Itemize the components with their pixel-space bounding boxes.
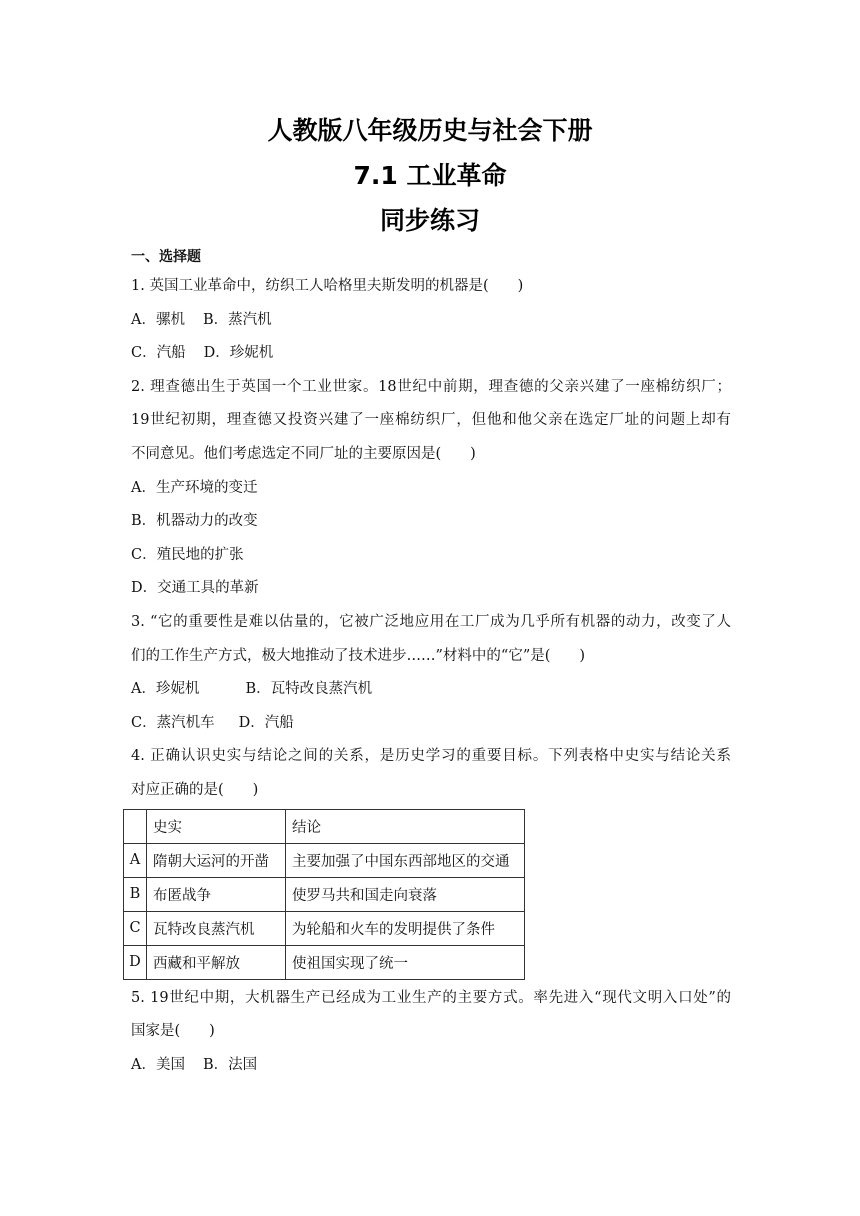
question-2-option-a: A．生产环境的变迁 bbox=[131, 479, 258, 496]
question-2-stem-line-2: 19世纪初期，理查德又投资兴建了一座棉纺织厂，但他和他父亲在选定厂址的问题上却有 bbox=[131, 412, 731, 429]
table-cell-fact: 隋朝大运河的开凿 bbox=[147, 843, 286, 877]
question-3-option-b: B．瓦特改良蒸汽机 bbox=[245, 681, 373, 698]
table-header-cell: 结论 bbox=[286, 809, 525, 843]
section-header: 一、选择题 bbox=[131, 249, 201, 265]
question-1-option-c: C．汽船 bbox=[131, 345, 186, 362]
table-row bbox=[124, 843, 525, 877]
lesson-title: 7.1 工业革命 bbox=[353, 161, 507, 190]
question-1-stem: 1. 英国工业革命中，纺织工人哈格里夫斯发明的机器是( ) bbox=[131, 278, 524, 294]
table-cell-option: D bbox=[124, 945, 147, 979]
question-1-options-row-2 bbox=[131, 337, 731, 371]
table-cell-fact: 西藏和平解放 bbox=[147, 945, 286, 979]
table-cell-conclusion: 为轮船和火车的发明提供了条件 bbox=[286, 911, 525, 945]
question-3-options-row-1 bbox=[131, 673, 731, 707]
question-1-option-a: A．骡机 bbox=[131, 311, 185, 328]
question-2-option-c: C．殖民地的扩张 bbox=[131, 546, 244, 563]
question-1-options-row-1 bbox=[131, 304, 731, 338]
question-5-option-a: A．美国 bbox=[131, 1056, 185, 1073]
question-3-options-row-2 bbox=[131, 707, 731, 741]
question-2-stem-line-3: 不同意见。他们考虑选定不同厂址的主要原因是( ) bbox=[131, 445, 476, 462]
question-1-option-b: B．蒸汽机 bbox=[202, 311, 272, 328]
question-3-stem-line-1: 3. “它的重要性是难以估量的，它被广泛地应用在工厂成为几乎所有机器的动力，改变了人 bbox=[131, 613, 731, 630]
question-3-option-c: C．蒸汽机车 bbox=[131, 714, 215, 731]
question-2-option-b: B．机器动力的改变 bbox=[131, 513, 258, 530]
question-3-option-a: A．珍妮机 bbox=[131, 681, 200, 698]
question-5-option-b: B．法国 bbox=[202, 1056, 258, 1073]
table-header-row bbox=[124, 809, 525, 843]
table-cell-conclusion: 使罗马共和国走向衰落 bbox=[286, 877, 525, 911]
question-5-stem-line-2: 国家是( ) bbox=[131, 1023, 215, 1040]
table-row bbox=[124, 911, 525, 945]
table-cell-option: B bbox=[124, 877, 147, 911]
question-2-option-d: D．交通工具的革新 bbox=[131, 580, 259, 597]
table-cell-fact: 布匿战争 bbox=[147, 877, 286, 911]
table-cell-conclusion: 使祖国实现了统一 bbox=[286, 945, 525, 979]
table-header-cell: 史实 bbox=[147, 809, 286, 843]
table-cell-conclusion: 主要加强了中国东西部地区的交通 bbox=[286, 843, 525, 877]
exercise-subtitle: 同步练习 bbox=[379, 206, 480, 235]
document-title: 人教版八年级历史与社会下册 bbox=[267, 116, 593, 145]
question-1-option-d: D．珍妮机 bbox=[203, 345, 274, 362]
question-2-stem-line-1: 2. 理查德出生于英国一个工业世家。18世纪中前期，理查德的父亲兴建了一座棉纺织厂； bbox=[131, 378, 731, 395]
question-5-options-row-1 bbox=[131, 1049, 731, 1083]
table-row bbox=[124, 877, 525, 911]
title-block bbox=[0, 108, 860, 243]
question-4-table bbox=[123, 809, 525, 980]
question-3-stem-line-2: 们的工作生产方式，极大地推动了技术进步……”材料中的“它”是( ) bbox=[131, 647, 586, 664]
question-4-stem-line-1: 4. 正确认识史实与结论之间的关系，是历史学习的重要目标。下列表格中史实与结论关系 bbox=[131, 748, 731, 765]
question-list bbox=[131, 244, 731, 1082]
question-4-stem-line-2: 对应正确的是( ) bbox=[131, 781, 259, 798]
question-5-stem-line-1: 5. 19世纪中期，大机器生产已经成为工业生产的主要方式。率先进入“现代文明入口处”的 bbox=[131, 989, 731, 1006]
question-3-option-d: D．汽船 bbox=[238, 714, 294, 731]
table-row bbox=[124, 945, 525, 979]
table-cell-option: C bbox=[124, 911, 147, 945]
table-cell-option: A bbox=[124, 843, 147, 877]
table-cell-fact: 瓦特改良蒸汽机 bbox=[147, 911, 286, 945]
table-header-cell bbox=[124, 809, 147, 843]
